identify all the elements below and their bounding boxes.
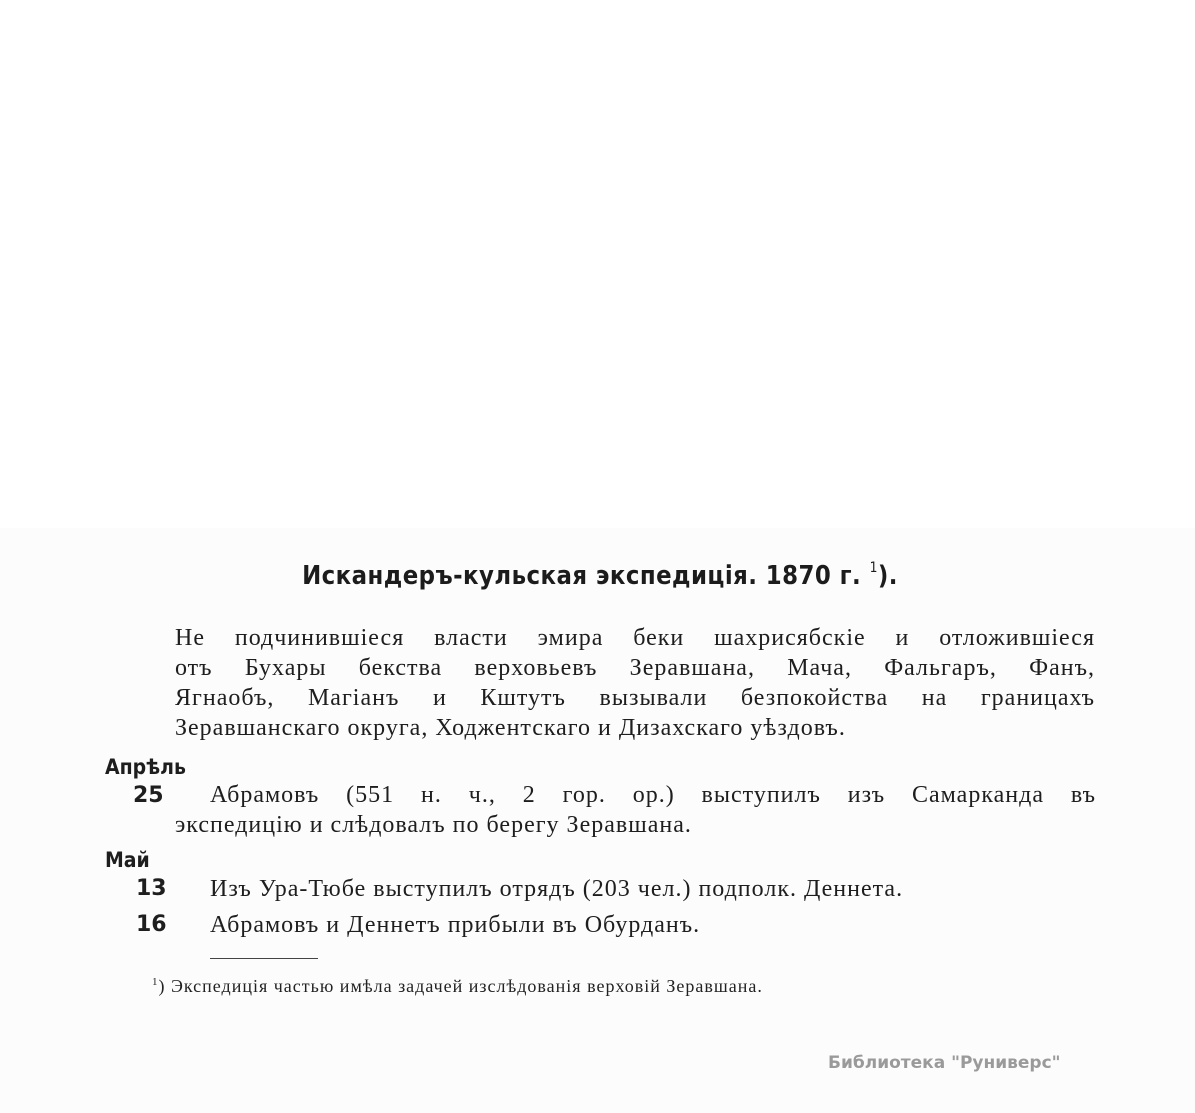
- intro-line: отъ Бухары бекства верховьевъ Зеравшана, Мача, Фальгаръ, Фанъ,: [175, 655, 1095, 681]
- blank-area: [0, 0, 1140, 528]
- intro-line: Зеравшанскаго округа, Ходжентскаго и Дизахскаго уѣздовъ.: [175, 715, 846, 741]
- month-april: Апрѣль: [105, 755, 186, 779]
- day-25: 25: [133, 783, 164, 808]
- library-watermark: Библиотека "Руниверс": [828, 1053, 1061, 1073]
- entry-april-25-line1: Абрамовъ (551 н. ч., 2 гор. ор.) выступилъ изъ Самарканда въ: [210, 782, 1096, 808]
- text-block: [0, 528, 1195, 1113]
- footnote-divider: [210, 958, 318, 959]
- footnote-marker: 1: [152, 976, 159, 988]
- entry-april-25-line2: экспедицію и слѣдовалъ по берегу Зеравшана.: [175, 812, 692, 838]
- footnote: [152, 976, 763, 997]
- footnote-text: ) Экспедиція частью имѣла задачей изслѣдованія верховій Зеравшана.: [158, 976, 763, 996]
- day-13: 13: [136, 876, 167, 901]
- entry-may-13: Изъ Ура-Тюбе выступилъ отрядъ (203 чел.) подполк. Деннета.: [210, 876, 904, 902]
- intro-line: Ягнаобъ, Магіанъ и Кштутъ вызывали безпокойства на границахъ: [175, 685, 1095, 711]
- title-text: Искандеръ-кульская экспедиція. 1870 г.: [302, 561, 862, 591]
- month-may: Май: [105, 848, 150, 872]
- intro-paragraph: [175, 623, 1095, 743]
- title-close: ).: [877, 561, 898, 591]
- entry-may-16: Абрамовъ и Деннетъ прибыли въ Обурданъ.: [210, 912, 701, 938]
- intro-line: Не подчинившіеся власти эмира беки шахрисябскіе и отложившіеся: [175, 625, 1095, 651]
- page-title: [160, 560, 1040, 591]
- title-footnote-ref: 1: [869, 560, 878, 576]
- day-16: 16: [136, 912, 167, 937]
